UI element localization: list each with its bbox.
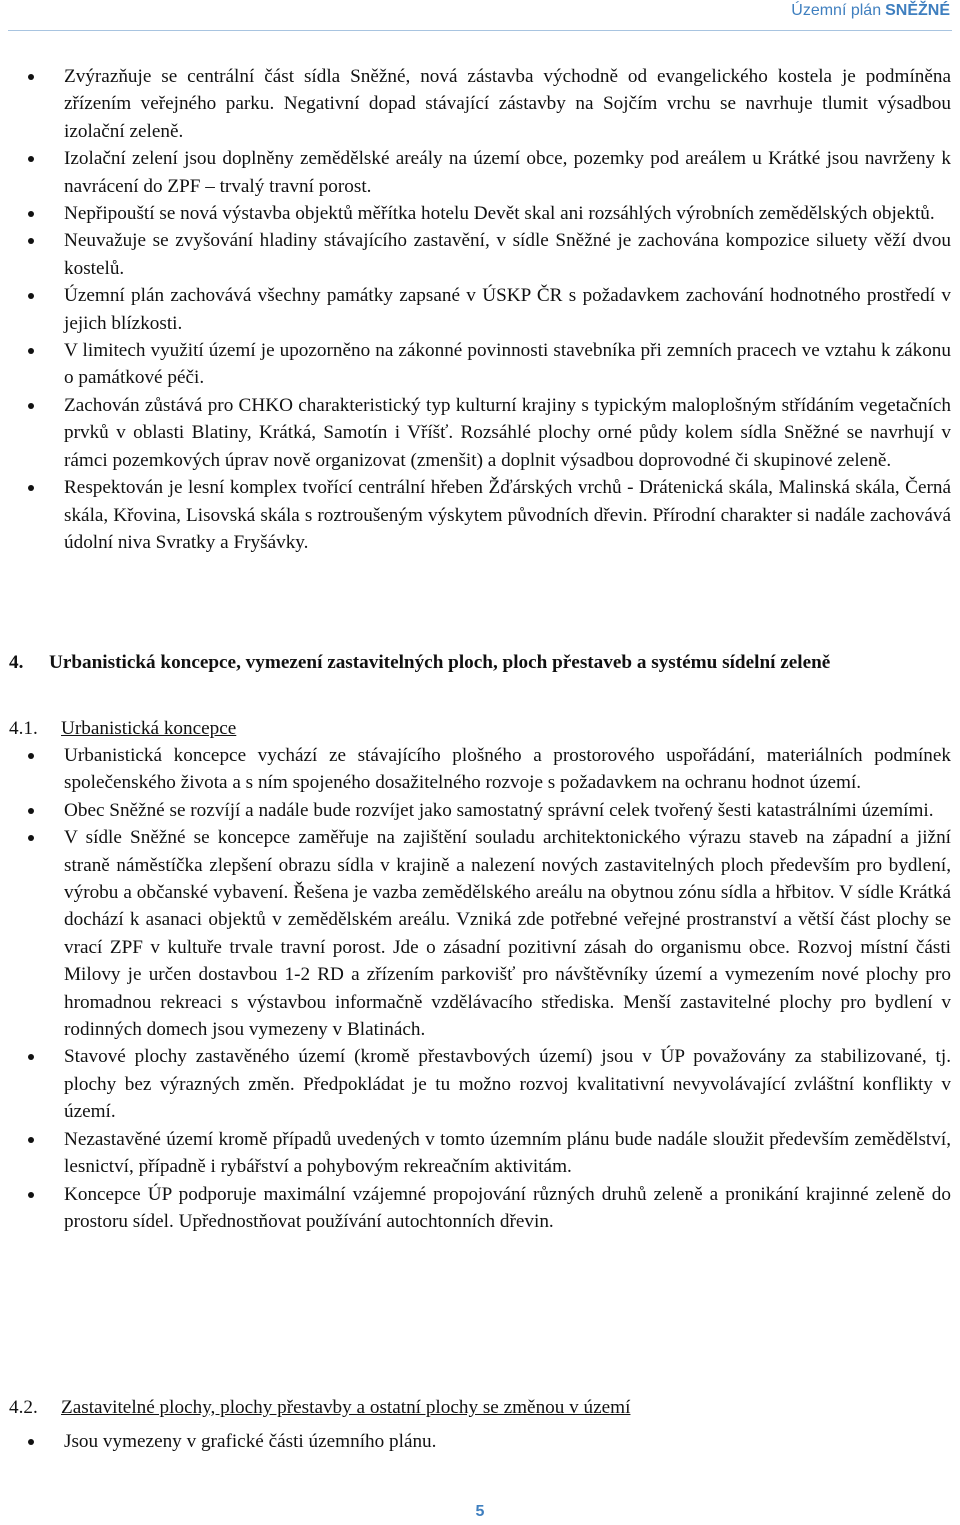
list-item: Zachován zůstává pro CHKO charakteristický typ kulturní krajiny s typickým maloplošným střídáním vegetačních prvků v oblasti Blatiny, Krátká, Samotín i Vříšť. Rozsáhlé plochy orné půdy kolem sídla Sněžné se navrhují v rámci pozemkových úprav nově organizovat (zmenšit) a doplnit výsadbou doprovodné či skupinové zeleně.: [64, 392, 951, 474]
bullet-icon: [28, 348, 34, 354]
section-title: Urbanistická koncepce, vymezení zastavitelných ploch, ploch přestaveb a systému sídelní zeleně: [49, 652, 831, 673]
bullet-list-top: [0, 63, 960, 556]
subsection-heading-4-1: [9, 715, 236, 742]
list-item: V limitech využití území je upozorněno na zákonné povinnosti stavebníka při zemních pracech ve vztahu k zákonu o památkové péči.: [64, 337, 951, 392]
bullets-top-block: [0, 63, 960, 556]
header-place: SNĚŽNÉ: [885, 2, 950, 19]
bullet-icon: [28, 1137, 34, 1143]
list-item: V sídle Sněžné se koncepce zaměřuje na zajištění souladu architektonického výrazu staveb na západní a jižní straně náměstíčka zlepšení obrazu sídla v krajině a nalezení nových zastavitelných ploch především pro bydlení, výrobu a občanské vybavení. Řešena je vazba zemědělského areálu na obytnou zónu sídla a hřbitov. V sídle Krátká dochází k asanaci objektů v zemědělském areálu. Vzniká zde potřebné veřejné prostranství a větší část plochy se vrací ZPF v kultuře trvale travní porost. Jde o zásadní pozitivní zásah do organismu obce. Rozvoj místní části Milovy je určen dostavbou 1-2 RD a zřízením parkovišť pro návštěvníky území a vymezením nové plochy pro hromadnou rekreaci s výstavbou informačně vzdělávacího střediska. Menší zastavitelné plochy pro bydlení v rodinných domech jsou vymezeny v Blatinách.: [64, 824, 951, 1043]
list-item: Izolační zelení jsou doplněny zemědělské areály na území obce, pozemky pod areálem u Krátké jsou navrženy k navrácení do ZPF – trvalý travní porost.: [64, 145, 951, 200]
subsection-number: 4.2.: [9, 1397, 38, 1418]
bullet-icon: [28, 156, 34, 162]
subsection-title: Urbanistická koncepce: [61, 718, 237, 739]
bullet-icon: [28, 211, 34, 217]
list-item: Nezastavěné území kromě případů uvedených v tomto územním plánu bude nadále sloužit především zemědělství, lesnictví, případně i rybářství a pohybovým rekreačním aktivitám.: [64, 1126, 951, 1181]
bullets-4-1-block: [0, 742, 960, 1235]
bullet-icon: [28, 293, 34, 299]
bullet-icon: [28, 74, 34, 80]
subsection-title: Zastavitelné plochy, plochy přestavby a ostatní plochy se změnou v území: [61, 1397, 631, 1418]
running-header: [791, 2, 950, 20]
bullet-list-4-1: [0, 742, 960, 1235]
header-divider: [8, 30, 952, 31]
section-number: 4.: [9, 652, 24, 673]
section-heading-4: [9, 649, 951, 676]
list-item: Územní plán zachovává všechny památky zapsané v ÚSKP ČR s požadavkem zachování hodnotného prostředí v jejich blízkosti.: [64, 282, 951, 337]
bullets-4-2-block: [0, 1428, 960, 1455]
bullet-list-4-2: [0, 1428, 960, 1455]
header-label: Územní plán: [791, 2, 882, 19]
list-item: Jsou vymezeny v grafické části územního plánu.: [64, 1428, 951, 1455]
list-item: Koncepce ÚP podporuje maximální vzájemné propojování různých druhů zeleně a pronikání krajinné zeleně do prostoru sídel. Upřednostňovat používání autochtonních dřevin.: [64, 1181, 951, 1236]
list-item: Respektován je lesní komplex tvořící centrální hřeben Žďárských vrchů - Drátenická skála, Malinská skála, Černá skála, Křovina, Lisovská skála s roztroušeným výskytem původních dřevin. Přírodní charakter si nadále zachovává údolní niva Svratky a Fryšávky.: [64, 474, 951, 556]
bullet-icon: [28, 1439, 34, 1445]
bullet-icon: [28, 1192, 34, 1198]
list-item: Obec Sněžné se rozvíjí a nadále bude rozvíjet jako samostatný správní celek tvořený šesti katastrálními územími.: [64, 797, 951, 824]
list-item: Neuvažuje se zvyšování hladiny stávajícího zastavění, v sídle Sněžné je zachována kompozice siluety věží dvou kostelů.: [64, 227, 951, 282]
list-item: Stavové plochy zastavěného území (kromě přestavbových území) jsou v ÚP považovány za stabilizované, tj. plochy bez výrazných změn. Předpokládat je tu možno rozvoj kvalitativní nevyvolávající zvláštní konflikty v území.: [64, 1043, 951, 1125]
list-item: Urbanistická koncepce vychází ze stávajícího plošného a prostorového uspořádání, materiálních podmínek společenského života a s ním spojeného dosažitelného rozvoje s požadavkem na ochranu hodnot území.: [64, 742, 951, 797]
subsection-number: 4.1.: [9, 718, 38, 739]
bullet-icon: [28, 808, 34, 814]
subsection-heading-4-2: [9, 1394, 630, 1421]
list-item: Nepřipouští se nová výstavba objektů měřítka hotelu Devět skal ani rozsáhlých výrobních zemědělských objektů.: [64, 200, 951, 227]
page-number: 5: [475, 1503, 485, 1520]
bullet-icon: [28, 753, 34, 759]
bullet-icon: [28, 1054, 34, 1060]
list-item: Zvýrazňuje se centrální část sídla Sněžné, nová zástavba východně od evangelického kostela je podmíněna zřízením veřejného parku. Negativní dopad stávající zástavby na Sojčím vrchu se navrhuje tlumit výsadbou izolační zeleně.: [64, 63, 951, 145]
bullet-icon: [28, 485, 34, 491]
bullet-icon: [28, 835, 34, 841]
bullet-icon: [28, 403, 34, 409]
bullet-icon: [28, 238, 34, 244]
